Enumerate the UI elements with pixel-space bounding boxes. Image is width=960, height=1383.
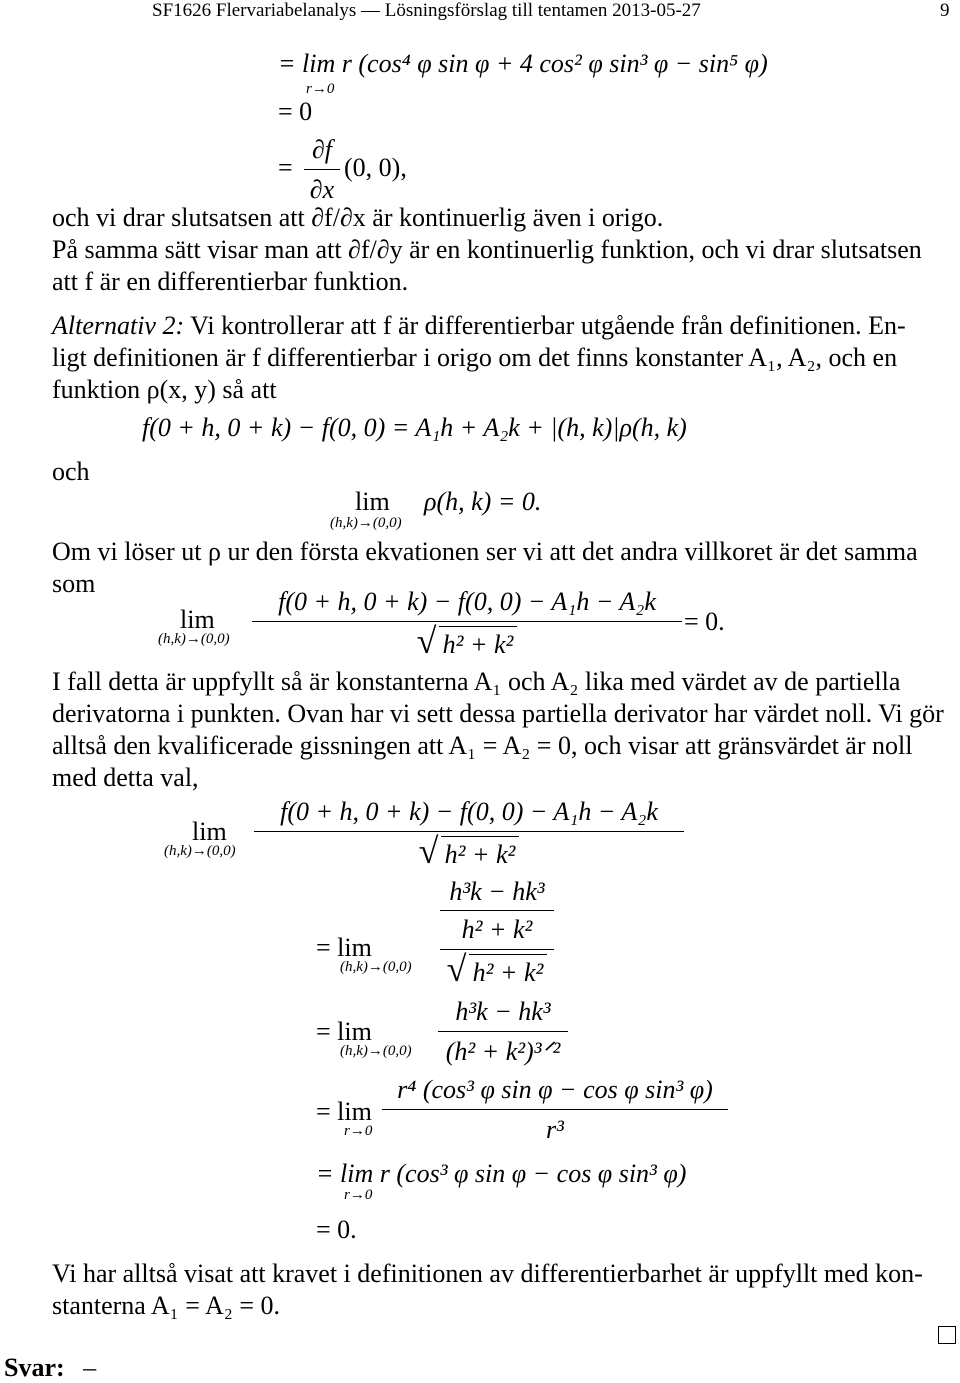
- para4-line3: alltså den kvalificerade gissningen att A₁ = A₂ = 0, och visar att gränsvärdet är noll: [52, 731, 913, 760]
- partial-numerator: ∂f: [311, 135, 333, 164]
- eq3-fraction: [252, 586, 682, 660]
- chain-s3-fraction: [438, 996, 568, 1067]
- eq3-numerator: f(0 + h, 0 + k) − f(0, 0) − A₁h − A₂k: [278, 587, 656, 616]
- eq3-denominator: √ h² + k²: [252, 626, 682, 660]
- fraction-bar: [438, 1031, 568, 1032]
- para2-line1-rest: Vi kontrollerar att f är differentierbar utgående från definitionen. En-: [184, 311, 906, 340]
- eq-line3-eq: =: [278, 153, 293, 182]
- eq3-lim: lim: [180, 605, 215, 634]
- partial-denominator: ∂x: [309, 175, 335, 205]
- chain-s2-denominator: √ h² + k²: [440, 954, 554, 988]
- chain-s6: = 0.: [316, 1215, 357, 1244]
- chain-s1-sub: (h,k)→(0,0): [164, 843, 236, 859]
- chain-s4-fraction: [382, 1074, 728, 1145]
- para1-line1: och vi drar slutsatsen att ∂f/∂x är kontinuerlig även i origo.: [52, 203, 664, 232]
- para4-line4: med detta val,: [52, 763, 199, 792]
- def-limit-condition: ρ(h, k) = 0.: [424, 487, 542, 516]
- fraction-bar: [382, 1109, 728, 1110]
- para4-line1: I fall detta är uppfyllt så är konstanterna A₁ och A₂ lika med värdet av de partiella: [52, 667, 901, 696]
- eq-limit-line1: = lim r (cos⁴ φ sin φ + 4 cos² φ sin³ φ − sin⁵ φ): [278, 49, 768, 78]
- para3-line2: som: [52, 569, 96, 598]
- page-number: 9: [940, 0, 950, 21]
- answer-label: Svar:: [4, 1353, 65, 1382]
- conclusion-line2: stanterna A₁ = A₂ = 0.: [52, 1291, 280, 1320]
- chain-s2-inner-fraction: h³k − hk³ h² + k²: [440, 876, 554, 945]
- chain-s1-lim: lim: [192, 817, 227, 846]
- chain-s2-lim: = lim: [316, 933, 372, 962]
- chain-s4-sub: r→0: [344, 1123, 373, 1139]
- chain-s3-numerator: h³k − hk³: [455, 997, 551, 1026]
- alternativ-label: Alternativ 2:: [52, 311, 185, 340]
- chain-s5: = lim r (cos³ φ sin φ − cos φ sin³ φ): [316, 1159, 687, 1188]
- chain-s1-fraction: [254, 796, 684, 870]
- chain-s2-fraction: [440, 876, 554, 989]
- och-label: och: [52, 457, 90, 486]
- chain-s5-sub: r→0: [344, 1187, 373, 1203]
- def-lim: lim: [355, 487, 390, 516]
- def-lim-sub: (h,k)→(0,0): [330, 515, 402, 531]
- conclusion-line1: Vi har alltså visat att kravet i definitionen av differentierbarhet är uppfyllt med kon-: [52, 1259, 923, 1288]
- answer-value: –: [83, 1353, 97, 1382]
- qed-box: [938, 1326, 956, 1344]
- running-header: SF1626 Flervariabelanalys — Lösningsförslag till tentamen 2013-05-27: [152, 0, 701, 21]
- para1-line3: att f är en differentierbar funktion.: [52, 267, 409, 296]
- partial-derivative-fraction: [304, 134, 340, 205]
- definition-equation: f(0 + h, 0 + k) − f(0, 0) = A₁h + A₂k + |(h, k)|ρ(h, k): [142, 413, 687, 442]
- eq-limit-line1-sub: r→0: [306, 81, 335, 97]
- chain-s4-denominator: r³: [546, 1115, 564, 1145]
- para4-line2: derivatorna i punkten. Ovan har vi sett dessa partiella derivator har värdet noll. Vi gör: [52, 699, 944, 728]
- fraction-bar: [252, 621, 682, 622]
- eq-line3-tail: (0, 0),: [344, 153, 407, 182]
- fraction-bar: [254, 831, 684, 832]
- para2-line3: funktion ρ(x, y) så att: [52, 375, 277, 404]
- para2-line2: ligt definitionen är f differentierbar i origo om det finns konstanter A₁, A₂, och en: [52, 343, 898, 372]
- eq-line2: = 0: [278, 97, 313, 126]
- chain-s1-denominator: √ h² + k²: [254, 836, 684, 870]
- chain-s1-numerator: f(0 + h, 0 + k) − f(0, 0) − A₁h − A₂k: [280, 797, 658, 826]
- answer-line: [4, 1352, 96, 1383]
- chain-s2-sub: (h,k)→(0,0): [340, 959, 412, 975]
- eq3-tail: = 0.: [684, 607, 725, 636]
- chain-s3-sub: (h,k)→(0,0): [340, 1043, 412, 1059]
- chain-s4-numerator: r⁴ (cos³ φ sin φ − cos φ sin³ φ): [397, 1075, 713, 1104]
- para2-line1: [52, 310, 906, 342]
- fraction-bar: [304, 169, 340, 170]
- para3-line1: Om vi löser ut ρ ur den första ekvationen ser vi att det andra villkoret är det samma: [52, 537, 918, 566]
- chain-s4-lim: = lim: [316, 1097, 372, 1126]
- chain-s3-lim: = lim: [316, 1017, 372, 1046]
- para1-line2: På samma sätt visar man att ∂f/∂y är en kontinuerlig funktion, och vi drar slutsatsen: [52, 235, 922, 264]
- chain-s3-denominator: (h² + k²)³ᐟ²: [445, 1037, 561, 1067]
- eq3-lim-sub: (h,k)→(0,0): [158, 631, 230, 647]
